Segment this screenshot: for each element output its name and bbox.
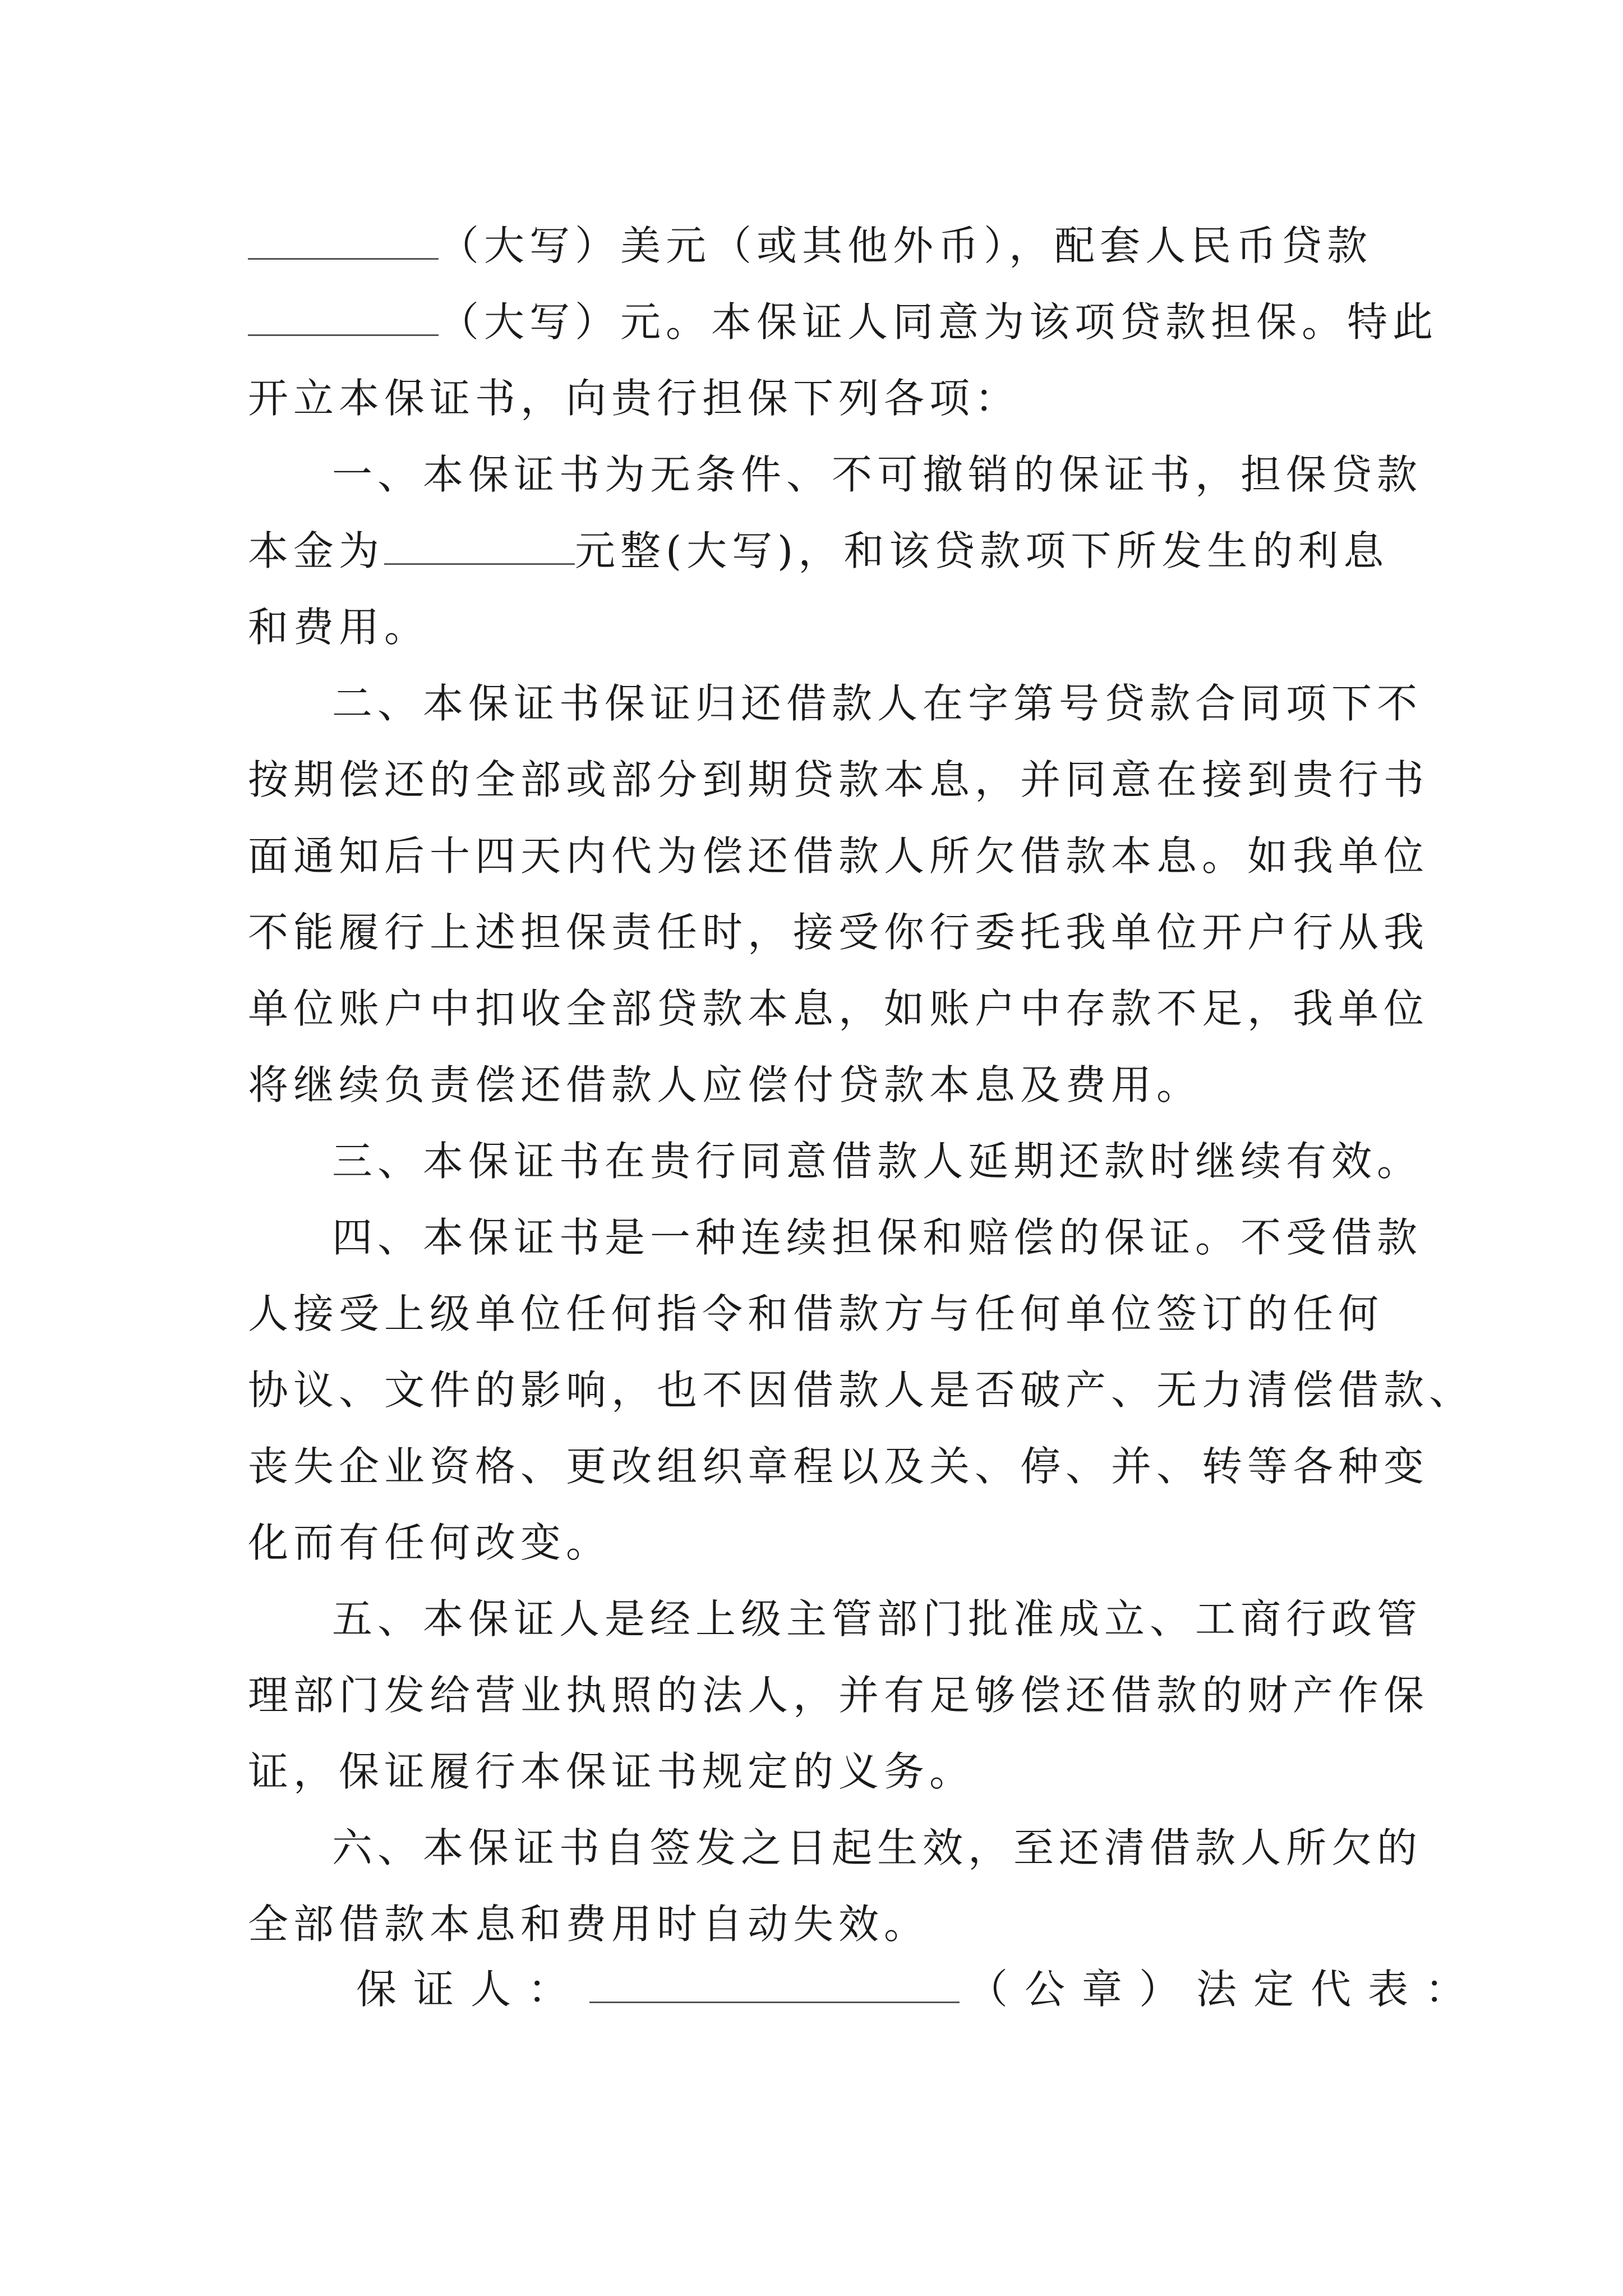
guarantor-label: 保证人： bbox=[356, 1966, 585, 2013]
clause-6-line-1: 六、本保证书自签发之日起生效，至还清借款人所欠的 bbox=[332, 1824, 1423, 1871]
clause-1-text-pre: 本金为 bbox=[248, 527, 385, 574]
intro-line-3: 开立本保证书，向贵行担保下列各项： bbox=[248, 375, 1021, 422]
guarantor-blank[interactable] bbox=[589, 1957, 960, 2003]
clause-4-line-4: 丧失企业资格、更改组织章程以及关、停、并、转等各种变 bbox=[248, 1443, 1430, 1490]
guarantee-body bbox=[248, 208, 1475, 1962]
signature-line bbox=[356, 1951, 1482, 2027]
intro-line-2 bbox=[248, 284, 1438, 360]
clause-2-line-2: 按期偿还的全部或部分到期贷款本息，并同意在接到贵行书 bbox=[248, 756, 1430, 803]
clause-4-line-5: 化而有任何改变。 bbox=[248, 1519, 612, 1566]
clause-6-line-2: 全部借款本息和费用时自动失效。 bbox=[248, 1901, 930, 1948]
clause-5-line-2: 理部门发给营业执照的法人，并有足够偿还借款的财产作保 bbox=[248, 1672, 1430, 1719]
clause-1-line-3: 和费用。 bbox=[248, 604, 430, 651]
clause-2-line-1: 二、本保证书保证归还借款人在字第号贷款合同项下不 bbox=[332, 680, 1423, 727]
intro-line-1 bbox=[248, 208, 1381, 284]
clause-1-line-2 bbox=[248, 513, 1389, 589]
intro-text-1: （大写）美元（或其他外币），配套人民币贷款 bbox=[439, 222, 1373, 269]
clause-1-line-1: 一、本保证书为无条件、不可撤销的保证书，担保贷款 bbox=[332, 451, 1423, 498]
clause-4-line-1: 四、本保证书是一种连续担保和赔偿的保证。不受借款 bbox=[332, 1214, 1423, 1261]
clause-2-line-4: 不能履行上述担保责任时，接受你行委托我单位开户行从我 bbox=[248, 909, 1430, 956]
clause-4-line-2: 人接受上级单位任何指令和借款方与任何单位签订的任何 bbox=[248, 1290, 1384, 1337]
clause-2-line-6: 将继续负责偿还借款人应偿付贷款本息及费用。 bbox=[248, 1061, 1202, 1108]
clause-3-line-1: 三、本保证书在贵行同意借款人延期还款时继续有效。 bbox=[332, 1138, 1423, 1185]
amount-blank[interactable] bbox=[384, 518, 575, 565]
clause-2-line-5: 单位账户中扣收全部贷款本息，如账户中存款不足，我单位 bbox=[248, 985, 1430, 1032]
clause-5-line-1: 五、本保证人是经上级主管部门批准成立、工商行政管 bbox=[332, 1595, 1423, 1642]
seal-representative-label: （公章）法定代表： bbox=[967, 1966, 1483, 2013]
intro-text-2: （大写）元。本保证人同意为该项贷款担保。特此 bbox=[439, 298, 1438, 346]
fill-in-blank[interactable] bbox=[248, 289, 439, 336]
fill-in-blank[interactable] bbox=[248, 213, 439, 260]
clause-2-line-3: 面通知后十四天内代为偿还借款人所欠借款本息。如我单位 bbox=[248, 832, 1430, 880]
clause-5-line-3: 证，保证履行本保证书规定的义务。 bbox=[248, 1748, 975, 1795]
clause-4-line-3: 协议、文件的影响，也不因借款人是否破产、无力清偿借款、 bbox=[248, 1366, 1475, 1414]
clause-1-text-post: 元整(大写)，和该贷款项下所发生的利息 bbox=[575, 527, 1389, 574]
